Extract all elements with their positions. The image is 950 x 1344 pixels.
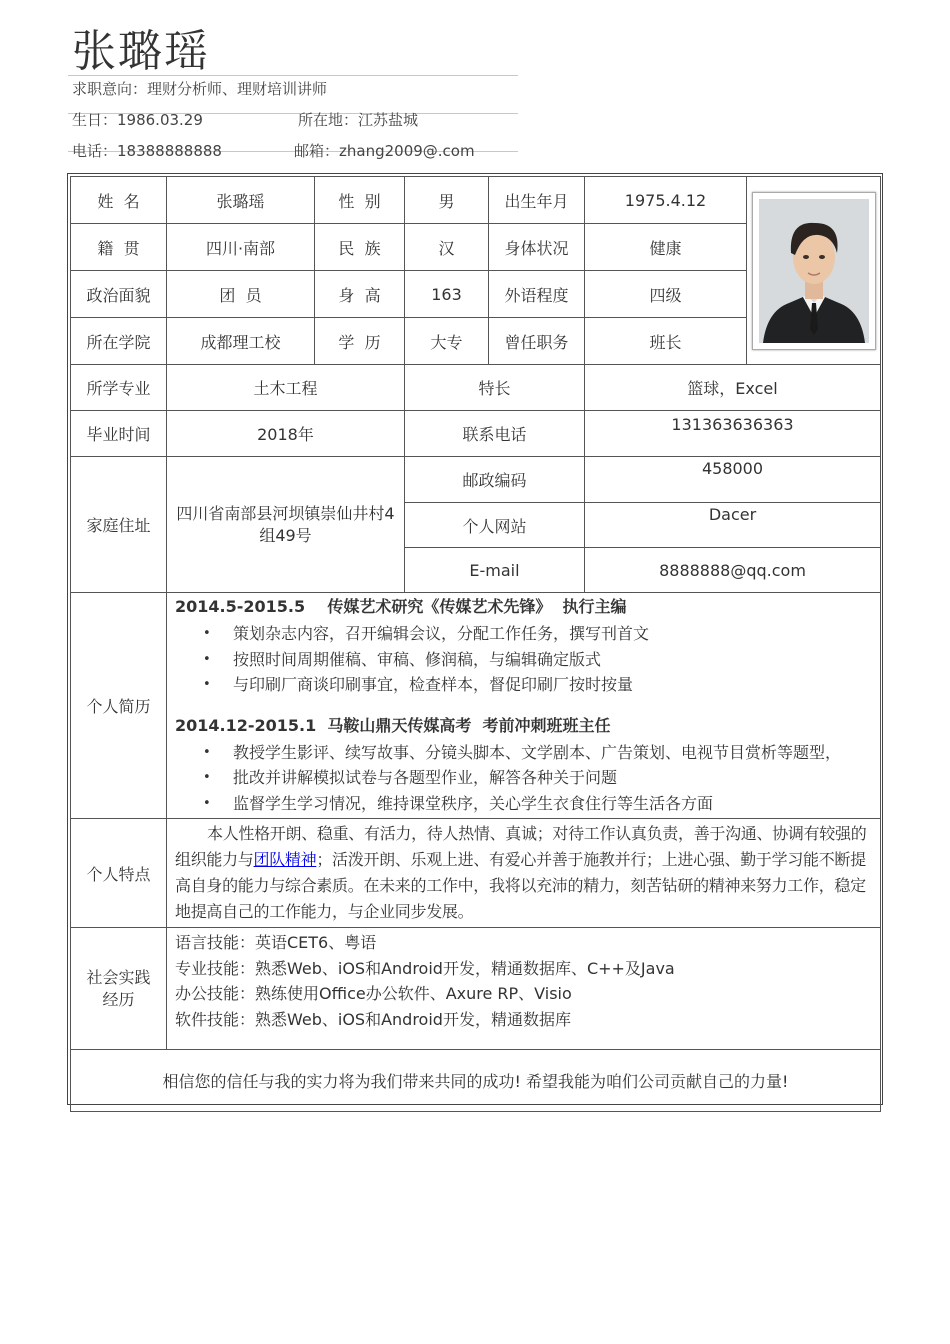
job-duties — [175, 740, 874, 817]
ethnicity-value: 汉 — [405, 224, 489, 271]
postcode-label: 邮政编码 — [405, 457, 585, 503]
gender-label: 性 别 — [315, 177, 405, 224]
table-row — [71, 928, 881, 1050]
birth-date: 生日：1986.03.29 — [72, 111, 203, 129]
traits-text-end: ；活泼开朗、乐观上进、有爱心并善于施教并行；上进心强、勤于学习能不断提高自身的能力与综合素质。在未来的工作中，我将以充沛的精力，刻苦钻研的精神来努力工作，稳定地提高自己的工作能力，与企业同步发展。 — [175, 850, 866, 921]
name-label: 姓 名 — [71, 177, 167, 224]
team-spirit-link[interactable]: 团队精神 — [253, 850, 317, 869]
height-label: 身 高 — [315, 271, 405, 318]
phone: 电话：18388888888 — [72, 142, 222, 160]
resume-table-frame — [67, 173, 883, 1105]
list-item: • 与印刷厂商谈印刷事宜，检查样本，督促印刷厂按时按量 — [203, 672, 874, 698]
position-label: 曾任职务 — [489, 318, 585, 365]
email: 邮箱：zhang2009@.com — [294, 142, 475, 160]
traits-text — [175, 821, 874, 925]
portrait-photo-icon — [759, 199, 869, 343]
website-value: Dacer — [585, 503, 881, 548]
photo-cell — [747, 177, 881, 365]
origin-value: 四川·南部 — [167, 224, 315, 271]
closing-statement: 相信您的信任与我的实力将为我们带来共同的成功! 希望我能为咱们公司贡献自己的力量! — [71, 1050, 881, 1112]
traits-content — [167, 819, 881, 928]
practice-content — [167, 928, 881, 1050]
table-row — [71, 1050, 881, 1112]
table-row — [71, 365, 881, 411]
graduation-value: 2018年 — [167, 411, 405, 457]
list-item: • 策划杂志内容，召开编辑会议，分配工作任务，撰写刊首文 — [203, 621, 874, 647]
language-label: 外语程度 — [489, 271, 585, 318]
job-title: 2014.5-2015.5 传媒艺术研究《传媒艺术先锋》 执行主编 — [175, 597, 627, 616]
position-value: 班长 — [585, 318, 747, 365]
list-item: • 批改并讲解模拟试卷与各题型作业，解答各种关于问题 — [203, 765, 874, 791]
email-value: 8888888@qq.com — [585, 548, 881, 593]
table-row — [71, 177, 881, 224]
job-title: 2014.12-2015.1 马鞍山鼎天传媒高考 考前冲刺班班主任 — [175, 715, 611, 735]
gender-value: 男 — [405, 177, 489, 224]
list-item: • 监督学生学习情况，维持课堂秩序，关心学生衣食住行等生活各方面 — [203, 791, 874, 817]
education-label: 学 历 — [315, 318, 405, 365]
list-item: • 教授学生影评、续写故事、分镜头脚本、文学剧本、广告策划、电视节目赏析等题型， — [203, 740, 874, 766]
politics-value: 团 员 — [167, 271, 315, 318]
list-item: 语言技能：英语CET6、粤语 — [175, 933, 377, 952]
experience-label: 个人简历 — [71, 593, 167, 819]
birth-value: 1975.4.12 — [585, 177, 747, 224]
name-value: 张璐瑶 — [167, 177, 315, 224]
candidate-name: 张璐瑶 — [72, 26, 210, 77]
height-value: 163 — [405, 271, 489, 318]
specialty-label: 特长 — [405, 365, 585, 411]
table-row — [71, 593, 881, 819]
list-item: • 按照时间周期催稿、审稿、修润稿，与编辑确定版式 — [203, 647, 874, 673]
college-label: 所在学院 — [71, 318, 167, 365]
politics-label: 政治面貌 — [71, 271, 167, 318]
job-duties — [175, 621, 874, 698]
health-value: 健康 — [585, 224, 747, 271]
birth-label: 出生年月 — [489, 177, 585, 224]
traits-label: 个人特点 — [71, 819, 167, 928]
specialty-value: 篮球，Excel — [585, 365, 881, 411]
ethnicity-label: 民 族 — [315, 224, 405, 271]
tel-label: 联系电话 — [405, 411, 585, 457]
table-row — [71, 819, 881, 928]
location: 所在地：江苏盐城 — [298, 111, 419, 129]
list-item: 专业技能：熟悉Web、iOS和Android开发，精通数据库、C++及Java — [175, 958, 675, 978]
major-value: 土木工程 — [167, 365, 405, 411]
origin-label: 籍 贯 — [71, 224, 167, 271]
table-row — [71, 457, 881, 503]
address-label: 家庭住址 — [71, 457, 167, 593]
health-label: 身体状况 — [489, 224, 585, 271]
header-divider — [68, 75, 518, 76]
practice-label: 社会实践经历 — [71, 928, 167, 1050]
website-label: 个人网站 — [405, 503, 585, 548]
list-item: 软件技能：熟悉Web、iOS和Android开发，精通数据库 — [175, 1009, 571, 1029]
education-value: 大专 — [405, 318, 489, 365]
list-item: 办公技能：熟练使用Office办公软件、Axure RP、Visio — [175, 984, 572, 1003]
photo-frame — [752, 192, 876, 350]
traits-text-start: 本人性格开朗、稳重、有活力，待人热情、真诚；对待工作认真负责，善于沟通、协调有较强的组织能力与 — [175, 824, 867, 869]
address-value: 四川省南部县河坝镇崇仙井村4组49号 — [167, 457, 405, 593]
experience-content — [167, 593, 881, 819]
language-value: 四级 — [585, 271, 747, 318]
college-value: 成都理工校 — [167, 318, 315, 365]
graduation-label: 毕业时间 — [71, 411, 167, 457]
job-objective: 求职意向：理财分析师、理财培训讲师 — [72, 80, 328, 98]
major-label: 所学专业 — [71, 365, 167, 411]
postcode-value: 458000 — [585, 457, 881, 503]
resume-table — [70, 176, 881, 1112]
table-row — [71, 411, 881, 457]
email-label: E-mail — [405, 548, 585, 593]
tel-value: 131363636363 — [585, 411, 881, 457]
